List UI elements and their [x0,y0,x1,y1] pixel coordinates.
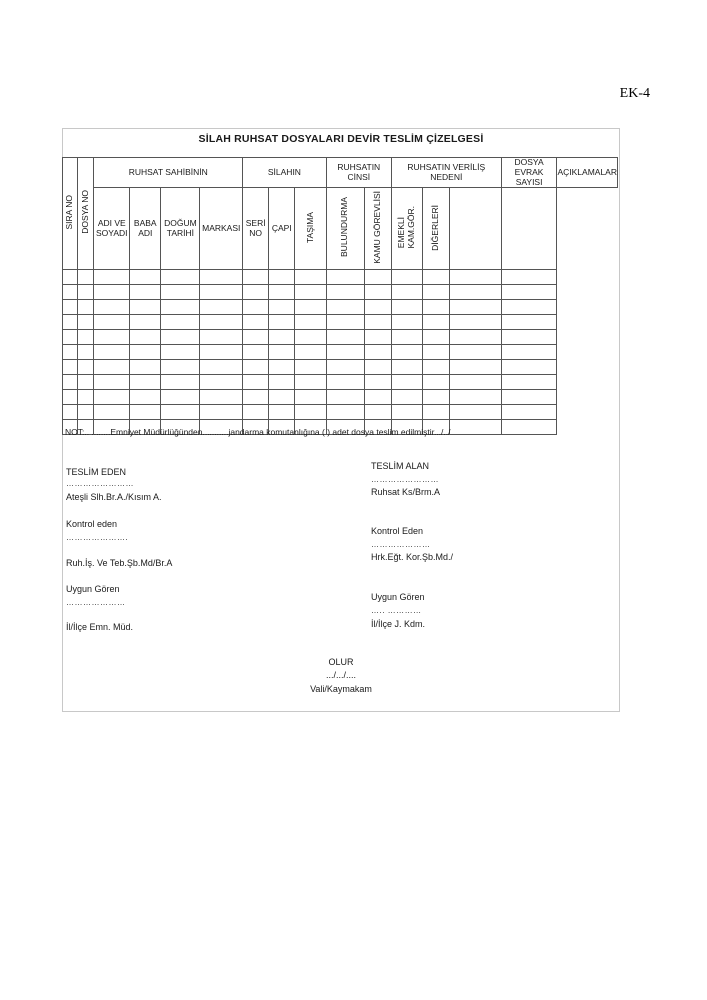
table-cell [200,315,243,330]
table-cell [449,285,501,300]
table-cell [449,405,501,420]
kontrol-eden-dots-right: ………………… [371,540,431,549]
table-cell [94,405,130,420]
table-cell [269,270,295,285]
teslim-eden-role: Ateşli Slh.Br.A./Kısım A. [66,492,162,502]
table-cell [94,345,130,360]
table-cell [63,300,78,315]
table-row [63,315,618,330]
table-cell [295,390,326,405]
kontrol-eden-label-left: Kontrol eden [66,519,118,529]
col-sira-no: SIRA NO [63,158,78,270]
table-cell [269,285,295,300]
table-cell [63,270,78,285]
table-cell [501,405,557,420]
approval-signer: Vali/Kaymakam [310,684,372,694]
table-cell [295,300,326,315]
table-cell [501,285,557,300]
table-cell [449,390,501,405]
table-cell [130,360,161,375]
table-cell [243,315,269,330]
table-cell [391,405,422,420]
teslim-eden-label: TESLİM EDEN [66,467,127,477]
table-row [63,285,618,300]
table-cell [200,300,243,315]
table-cell [94,300,130,315]
table-cell [130,315,161,330]
table-cell [391,360,422,375]
col-aciklamalar-cell [501,188,557,270]
table-cell [269,390,295,405]
table-row [63,360,618,375]
table-cell [130,405,161,420]
table-cell [449,360,501,375]
col-baba-adi: BABA ADI [130,188,161,270]
table-cell [423,315,450,330]
table-cell [161,270,200,285]
table-cell [364,405,391,420]
table-cell [77,405,94,420]
table-cell [63,390,78,405]
uygun-goren-label-left: Uygun Gören [66,584,120,594]
table-cell [77,360,94,375]
table-cell [295,315,326,330]
col-bulundurma: BULUNDURMA [326,188,364,270]
table-cell [364,330,391,345]
table-cell [391,315,422,330]
col-seri-no: SERİ NO [243,188,269,270]
table-cell [326,315,364,330]
table-cell [94,285,130,300]
table-cell [130,270,161,285]
table-cell [130,375,161,390]
table-cell [243,270,269,285]
table-cell [63,360,78,375]
table-cell [501,300,557,315]
teslim-eden-dots: …………………… [66,479,134,488]
table-cell [364,300,391,315]
table-cell [77,390,94,405]
teslim-alan-dots: …………………… [371,475,439,484]
table-cell [326,330,364,345]
kontrol-eden-label-right: Kontrol Eden [371,526,424,536]
table-cell [449,420,501,435]
table-cell [295,360,326,375]
table-cell [63,285,78,300]
col-dosya-no: DOSYA NO [77,158,94,270]
table-cell [501,375,557,390]
table-cell [161,315,200,330]
table-cell [326,360,364,375]
table-cell [94,270,130,285]
table-cell [364,315,391,330]
table-cell [63,315,78,330]
table-cell [449,270,501,285]
table-cell [391,270,422,285]
table-cell [326,390,364,405]
table-cell [130,390,161,405]
table-cell [130,300,161,315]
table-cell [63,405,78,420]
table-cell [501,390,557,405]
group-dosya-evrak-sayisi: DOSYA EVRAK SAYISI [501,158,557,188]
table-cell [423,405,450,420]
table-cell [161,330,200,345]
table-cell [326,270,364,285]
col-markasi: MARKASI [200,188,243,270]
table-cell [449,345,501,360]
table-cell [94,360,130,375]
table-cell [391,345,422,360]
table-cell [269,345,295,360]
table-cell [501,315,557,330]
handover-form [62,128,620,712]
table-cell [423,375,450,390]
table-cell [501,270,557,285]
teslim-alan-role: Ruhsat Ks/Brm.A [371,487,441,497]
table-row [63,345,618,360]
col-emekli-kam-gor: EMEKLİKAM.GÖR. [391,188,422,270]
group-silahin: SİLAHIN [243,158,327,188]
table-cell [243,360,269,375]
table-cell [326,375,364,390]
table-cell [364,390,391,405]
table-cell [295,405,326,420]
uygun-goren-role-left: İl/İlçe Emn. Müd. [66,622,134,632]
table-cell [423,300,450,315]
table-cell [269,330,295,345]
table-cell [200,270,243,285]
col-dosya-evrak-cell [449,188,501,270]
table-cell [364,285,391,300]
table-cell [501,420,557,435]
table-cell [130,285,161,300]
table-cell [243,300,269,315]
table-cell [243,330,269,345]
group-aciklamalar: AÇIKLAMALAR [557,158,618,188]
table-cell [326,300,364,315]
table-cell [326,405,364,420]
table-cell [130,330,161,345]
table-row [63,375,618,390]
table-cell [161,375,200,390]
table-cell [423,360,450,375]
table-cell [63,375,78,390]
table-cell [501,345,557,360]
table-cell [326,345,364,360]
annex-label: EK-4 [619,86,650,101]
table-cell [94,330,130,345]
table-cell [449,300,501,315]
table-cell [364,360,391,375]
table-cell [94,390,130,405]
uygun-goren-dots-right: ….. ………… [371,606,422,615]
table-cell [243,405,269,420]
table-cell [449,330,501,345]
table-cell [77,300,94,315]
table-cell [77,270,94,285]
table-cell [243,285,269,300]
table-cell [77,315,94,330]
table-cell [364,270,391,285]
table-cell [94,375,130,390]
table-cell [200,390,243,405]
table-row [63,390,618,405]
table-cell [326,285,364,300]
handover-note: NOT:.. ........Emniyet Müdürlüğünden...........jandarma komutanlığına ( ) adet dosya teslim edilmiştir.../../ [65,427,451,437]
table-cell [161,405,200,420]
handover-table [62,157,618,435]
group-ruhsat-sahibinin: RUHSAT SAHİBİNİN [94,158,243,188]
header-row-columns [63,188,618,270]
table-cell [391,390,422,405]
table-cell [269,360,295,375]
group-ruhsatin-cinsi: RUHSATIN CİNSİ [326,158,391,188]
table-cell [295,375,326,390]
table-cell [501,360,557,375]
uygun-goren-role-right: İl/İlçe J. Kdm. [371,619,426,629]
table-cell [391,330,422,345]
table-cell [391,375,422,390]
col-capi: ÇAPI [269,188,295,270]
table-cell [200,345,243,360]
table-cell [391,285,422,300]
kontrol-eden-dots-left: …………………. [66,533,129,542]
table-cell [161,300,200,315]
table-cell [269,405,295,420]
table-cell [423,270,450,285]
table-cell [423,285,450,300]
uygun-goren-dots-left: ………………… [66,598,126,607]
col-dogum-tarihi: DOĞUM TARİHİ [161,188,200,270]
table-cell [63,345,78,360]
table-cell [449,315,501,330]
table-cell [200,360,243,375]
table-cell [423,390,450,405]
table-cell [449,375,501,390]
table-cell [269,315,295,330]
table-cell [295,270,326,285]
table-cell [200,405,243,420]
table-cell [295,330,326,345]
teslim-alan-label: TESLİM ALAN [371,461,430,471]
table-cell [161,390,200,405]
table-cell [295,345,326,360]
header-row-groups [63,158,618,188]
table-cell [364,345,391,360]
table-cell [269,375,295,390]
table-cell [423,330,450,345]
col-tasima: TAŞIMA [295,188,326,270]
uygun-goren-label-right: Uygun Gören [371,592,425,602]
col-adi-soyadi: ADI VE SOYADI [94,188,130,270]
table-cell [77,285,94,300]
table-cell [161,345,200,360]
table-cell [200,330,243,345]
table-cell [243,345,269,360]
table-row [63,330,618,345]
table-cell [269,300,295,315]
table-row [63,405,618,420]
form-title: SİLAH RUHSAT DOSYALARI DEVİR TESLİM ÇİZELGESİ [198,133,484,145]
table-cell [364,375,391,390]
table-cell [130,345,161,360]
table-cell [63,330,78,345]
col-digerleri: DİĞERLERİ [423,188,450,270]
approval-olur: OLUR [328,657,354,667]
group-ruhsatin-verilis-nedeni: RUHSATIN VERİLİŞ NEDENİ [391,158,501,188]
table-cell [77,330,94,345]
kontrol-eden-role-right: Hrk.Eğt. Kor.Şb.Md./ [371,552,454,562]
table-row [63,300,618,315]
table-cell [161,285,200,300]
kontrol-eden-role-left: Ruh.İş. Ve Teb.Şb.Md/Br.A [66,558,173,568]
table-cell [295,285,326,300]
table-cell [94,315,130,330]
table-cell [77,375,94,390]
table-row [63,270,618,285]
table-cell [200,285,243,300]
approval-date: .../.../.... [325,670,356,680]
table-cell [391,300,422,315]
table-cell [243,375,269,390]
table-cell [200,375,243,390]
table-cell [77,345,94,360]
table-cell [423,345,450,360]
table-cell [243,390,269,405]
col-kamu-gorevlisi: KAMU GÖREVLİSİ [364,188,391,270]
table-cell [501,330,557,345]
table-cell [161,360,200,375]
